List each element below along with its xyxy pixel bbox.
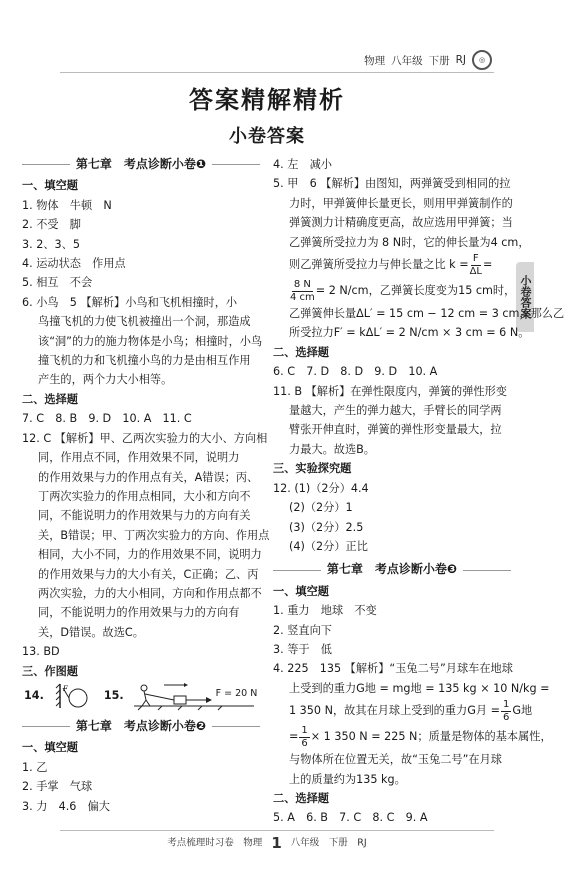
answer-line: 6. C 7. D 8. D 9. D 10. A (273, 365, 438, 379)
page-number: 1 (271, 834, 282, 852)
answer-line: 2. 竖直向下 (273, 623, 332, 637)
answer-line: (3)（2分）2.5 (289, 520, 364, 534)
section-heading: 第七章 考点诊断小卷❶ (22, 155, 260, 174)
answer-label-14: 14. (24, 689, 44, 703)
answer-line: 该“洞”的力的施力物体是小鸟；相撞时，小鸟 (38, 334, 263, 348)
answer-line: 弹簧测力计精确度更高，故应选用甲弹簧；当 (289, 216, 513, 230)
answer-line: 1. 重力 地球 不变 (273, 604, 377, 618)
answer-line: 同，不能说明力的作用效果与力的方向有关 (38, 509, 251, 523)
page-header (364, 50, 492, 70)
section-heading: 第七章 考点诊断小卷❸ (273, 560, 511, 579)
answer-line: 的作用效果与力的作用点有关，A错误；丙、 (38, 470, 259, 484)
figure-15-force-label: F = 20 N (215, 688, 258, 700)
answer-line: 3. 力 4.6 偏大 (22, 799, 110, 813)
answer-line: 4. 225 135 【解析】“玉兔二号”月球车在地球 (273, 662, 513, 676)
answer-line: 丁两次实验力的作用点相同，大小和方向不 (38, 489, 251, 503)
answer-line: 力最大。故选B。 (289, 442, 375, 456)
header-grade: 八年级 (391, 54, 423, 67)
formula-line: = $\frac{1}{6}$ × 1 350 N = 225 N；质量是物体的基本属性， (289, 724, 552, 749)
header-edition: RJ (455, 54, 466, 66)
answer-line: 上的质量约为135 kg。 (289, 772, 406, 786)
answer-line: 12. C 【解析】甲、乙两次实验力的大小、方向相 (22, 431, 268, 445)
answer-line: 2. 不受 脚 (22, 218, 81, 232)
header-subject: 物理 (364, 54, 386, 67)
svg-text:F: F (62, 684, 68, 693)
answer-line: 的作用效果与力的大小有关，C正确；乙、丙 (38, 567, 259, 581)
answer-line: 力时，甲弹簧伸长量更长，则用甲弹簧制作的 (289, 196, 513, 210)
answer-line: 同，不能说明力的作用效果与力的方向有 (38, 606, 240, 620)
answer-line: (4)（2分）正比 (289, 539, 368, 553)
subsection-heading: 二、选择题 (273, 345, 329, 359)
answer-line: 5. 相互 不会 (22, 276, 93, 290)
subsection-heading: 一、填空题 (22, 179, 78, 193)
header-term: 下册 (428, 54, 450, 67)
answer-line: 12. (1)（2分）4.4 (273, 481, 369, 495)
left-column (22, 155, 270, 816)
subsection-heading: 一、填空题 (273, 584, 329, 598)
figure-14-wall-ball (54, 682, 94, 710)
answer-line: 产生的，两个力大小相等。 (38, 373, 173, 387)
answer-line: 4. 运动状态 作用点 (22, 257, 126, 271)
answer-line: 乙弹簧所受拉力为 8 N时，它的伸长量为4 cm， (289, 235, 530, 249)
formula-line: 1 350 N，故其在月球上受到的重力G月 = $\frac{1}{6}$ G地 (289, 698, 533, 723)
formula-line: 则乙弹簧所受拉力与伸长量之比 k = $\frac{F}{\Delta L}$ = (289, 252, 493, 277)
fraction: $\frac{8 N}{4 cm}$ (290, 278, 315, 303)
page-footer (0, 834, 534, 852)
drawing-answers (22, 681, 260, 711)
page-title: 答案精解精析 (189, 86, 345, 114)
answer-line: (2)（2分）1 (289, 501, 353, 515)
answer-line: 13. BD (22, 645, 60, 659)
answer-line: 鸟撞飞机的力使飞机被撞出一个洞，那造成 (38, 315, 251, 329)
answer-line: 与物体所在位置无关，故“玉兔二号”在月球 (289, 753, 502, 767)
answer-line: 11. B 【解析】在弹性限度内，弹簧的弹性形变 (273, 384, 507, 398)
answer-label-15: 15. (103, 689, 124, 703)
answer-line: 2. 手掌 气球 (22, 780, 93, 794)
answer-line: 1. 乙 (22, 760, 48, 774)
subsection-heading: 一、填空题 (22, 741, 78, 755)
subsection-heading: 二、选择题 (273, 791, 329, 805)
subsection-heading: 三、作图题 (22, 664, 78, 678)
side-tab: 小卷答案 (516, 262, 534, 332)
answer-line: 同，作用点不同，作用效果不同，说明力 (38, 451, 240, 465)
footer-divider (60, 830, 494, 831)
fraction: $\frac{1}{6}$ (503, 698, 510, 723)
fraction: $\frac{F}{\Delta L}$ (469, 252, 483, 277)
answer-line: 量越大，产生的弹力越大，手臂长的同学两 (289, 404, 502, 418)
page-subtitle: 小卷答案 (229, 126, 305, 147)
footer-left: 考点梳理时习卷 物理 (167, 837, 263, 849)
subsection-heading: 三、实验探究题 (273, 462, 352, 476)
section-heading: 第七章 考点诊断小卷❷ (22, 717, 260, 736)
answer-line: 乙弹簧伸长量ΔL′ = 15 cm − 12 cm = 3 cm，那么乙 (289, 307, 564, 321)
answer-line: 关，B错误；甲、丁两次实验力的方向、作用点 (38, 528, 270, 542)
answer-line: 6. 小鸟 5 【解析】小鸟和飞机相撞时，小 (22, 295, 238, 309)
footer-right: 八年级 下册 RJ (290, 837, 367, 849)
answer-line: 所受拉力F′ = kΔL′ = 2 N/cm × 3 cm = 6 N。 (289, 326, 530, 340)
answer-line: 相同，大小不同，力的作用效果不同，说明力 (38, 548, 262, 562)
answer-line: 4. 左 减小 (273, 158, 332, 171)
answer-line: 7. C 8. B 9. D 10. A 11. C (22, 412, 192, 426)
answer-line: 上受到的重力G地 = mg地 = 135 kg × 10 N/kg = (289, 681, 550, 695)
formula-line: $\frac{8 N}{4 cm}$ = 2 N/cm，乙弹簧长度变为15 cm时， (290, 278, 516, 303)
answer-line: 1. 物体 牛顿 N (22, 198, 112, 212)
answer-line: 两次实验，力的大小相同，方向和作用点都不 (38, 586, 262, 600)
fraction: $\frac{1}{6}$ (301, 724, 308, 749)
publisher-logo-icon: ◎ (472, 50, 492, 70)
answer-line: 5. 甲 6 【解析】由图知，两弹簧受到相同的拉 (273, 177, 511, 191)
header-divider (60, 72, 494, 73)
subsection-heading: 二、选择题 (22, 392, 78, 406)
answer-line: 撞飞机的力和飞机撞小鸟的力是由相互作用 (38, 354, 251, 368)
answer-line: 3. 等于 低 (273, 642, 332, 656)
answer-line: 3. 2、3、5 (22, 237, 80, 251)
answer-line: 臂张开伸直时，弹簧的弹性形变量最大，拉 (289, 423, 502, 437)
answer-line: 关，D错误。故选C。 (38, 625, 144, 639)
answer-line: 5. A 6. B 7. C 8. C 9. A (273, 811, 428, 825)
